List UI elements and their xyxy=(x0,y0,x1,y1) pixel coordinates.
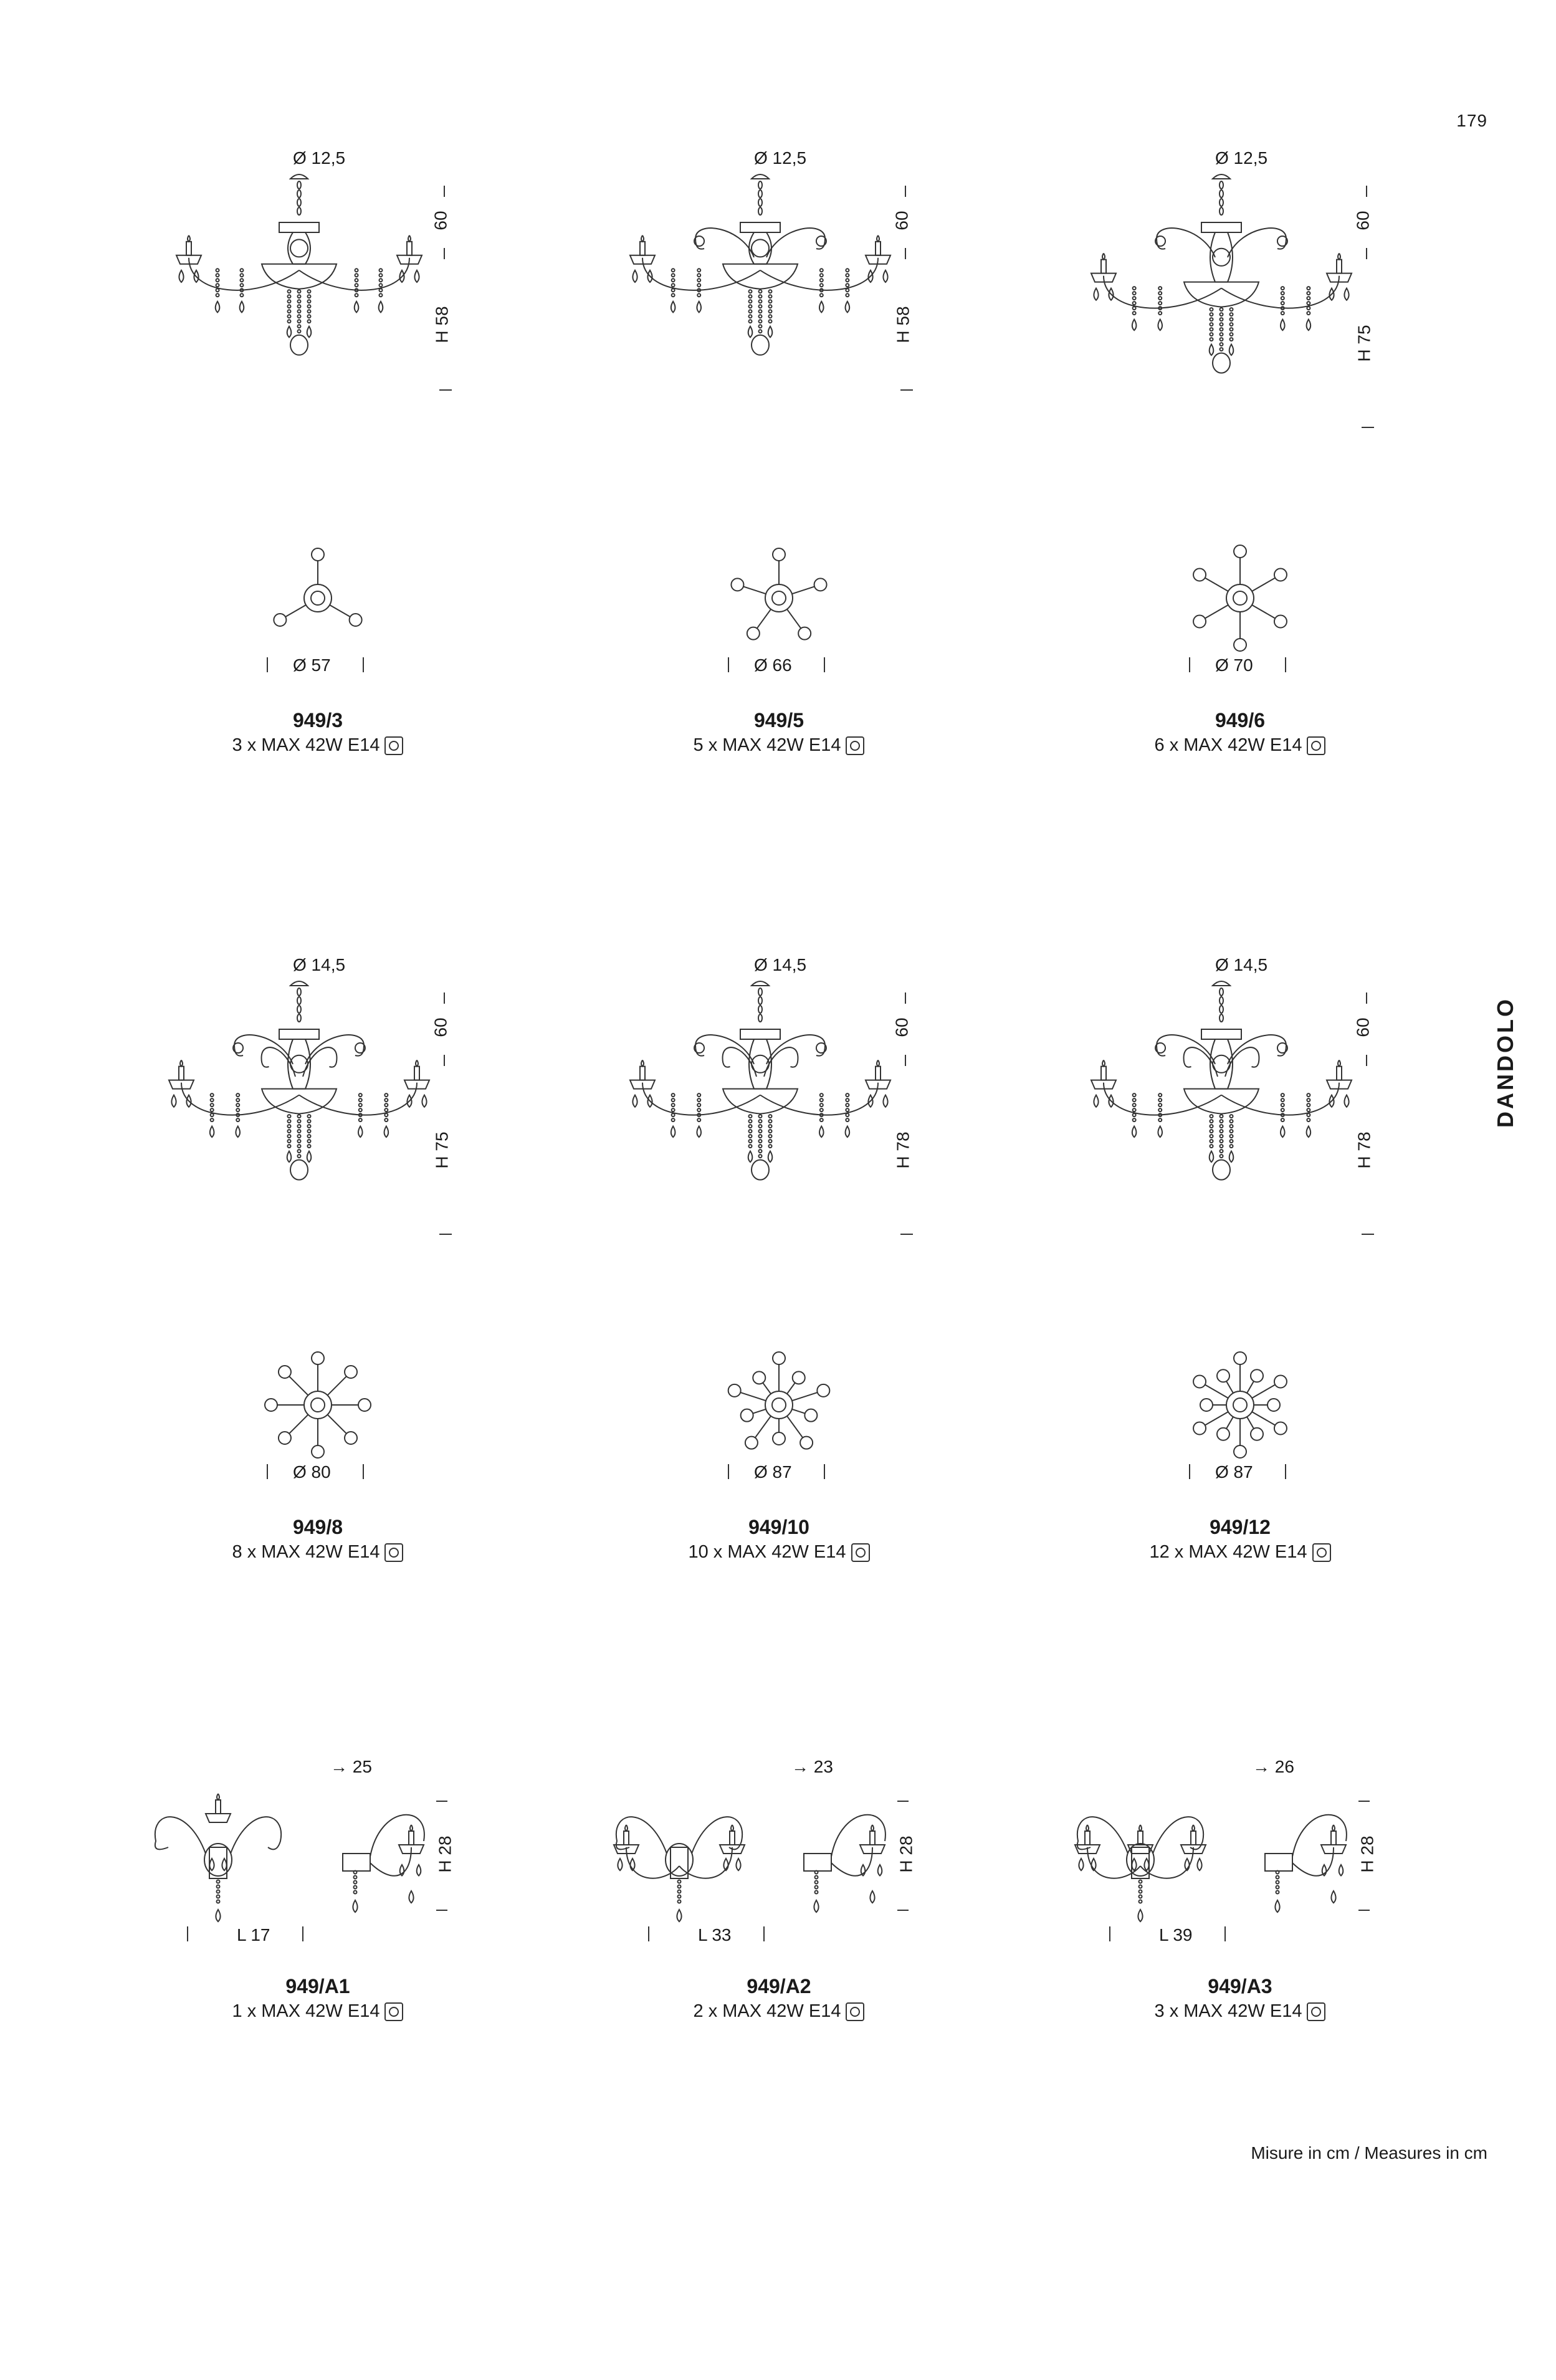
dim-tick xyxy=(439,389,452,391)
dim-tick xyxy=(1285,1464,1286,1479)
bulb-icon xyxy=(1312,1543,1331,1562)
dim-tick xyxy=(897,1801,909,1802)
bulb-icon xyxy=(384,1543,403,1562)
wall-depth: → 26 xyxy=(1253,1757,1294,1776)
dim-tick xyxy=(436,1910,447,1911)
dim-tick xyxy=(444,992,445,1004)
canopy-diameter: Ø 12,5 xyxy=(1215,148,1268,168)
dim-tick xyxy=(439,1234,452,1235)
spread-diameter: Ø 87 xyxy=(754,1462,792,1482)
product-949-10 xyxy=(548,950,1009,1573)
body-height: H 58 xyxy=(893,306,913,343)
wall-depth: → 25 xyxy=(330,1757,372,1776)
dim-tick xyxy=(267,657,268,672)
bulb-icon xyxy=(384,2002,403,2021)
product-code: 949/12 xyxy=(1210,1516,1271,1538)
product-code: 949/10 xyxy=(748,1516,809,1538)
dim-tick xyxy=(1189,1464,1190,1479)
dim-tick xyxy=(1366,248,1367,259)
dim-tick xyxy=(824,657,825,672)
canopy-diameter: Ø 14,5 xyxy=(293,955,346,974)
dim-tick xyxy=(1358,1801,1370,1802)
measures-note: Misure in cm / Measures in cm xyxy=(1251,2143,1487,2163)
body-height: H 75 xyxy=(1354,325,1374,362)
wall-height: H 28 xyxy=(435,1835,455,1873)
bulb-icon xyxy=(851,1543,870,1562)
dim-tick xyxy=(363,1464,364,1479)
product-drawing xyxy=(87,1757,548,2380)
product-949-8 xyxy=(87,950,548,1573)
canopy-diameter: Ø 12,5 xyxy=(293,148,346,168)
body-height: H 78 xyxy=(893,1131,913,1169)
spread-diameter: Ø 70 xyxy=(1215,655,1253,675)
dim-tick xyxy=(1285,657,1286,672)
wall-width: L 39 xyxy=(1159,1925,1193,1944)
lamp-spec: 1 x MAX 42W E14 xyxy=(87,2001,548,2022)
bulb-icon xyxy=(1307,2002,1325,2021)
product-949-12 xyxy=(1009,950,1471,1573)
dim-tick xyxy=(302,1926,303,1941)
wall-width: L 17 xyxy=(237,1925,270,1944)
wall-width: L 33 xyxy=(698,1925,732,1944)
bulb-icon xyxy=(384,736,403,755)
product-code: 949/5 xyxy=(753,709,804,731)
collection-title: DANDOLO xyxy=(1492,997,1518,1128)
dim-tick xyxy=(824,1464,825,1479)
dim-tick xyxy=(363,657,364,672)
page-number: 179 xyxy=(1456,111,1487,130)
dim-tick xyxy=(267,1464,268,1479)
dim-tick xyxy=(905,1055,906,1066)
dim-tick xyxy=(897,1910,909,1911)
lamp-spec: 8 x MAX 42W E14 xyxy=(87,1542,548,1563)
lamp-spec: 10 x MAX 42W E14 xyxy=(548,1542,1009,1563)
lamp-spec: 5 x MAX 42W E14 xyxy=(548,735,1009,756)
product-949-A1 xyxy=(87,1757,548,2081)
canopy-diameter: Ø 14,5 xyxy=(1215,955,1268,974)
product-code: 949/A2 xyxy=(747,1975,811,1997)
spread-diameter: Ø 80 xyxy=(293,1462,331,1482)
dim-tick xyxy=(763,1926,765,1941)
dim-tick xyxy=(1358,1910,1370,1911)
dim-tick xyxy=(444,186,445,197)
dim-tick xyxy=(1366,186,1367,197)
chain-length: 60 xyxy=(1353,1017,1373,1037)
lamp-spec: 12 x MAX 42W E14 xyxy=(1009,1542,1471,1563)
lamp-spec: 6 x MAX 42W E14 xyxy=(1009,735,1471,756)
chain-length: 60 xyxy=(431,211,451,231)
chain-length: 60 xyxy=(431,1017,451,1037)
product-code: 949/A1 xyxy=(285,1975,350,1997)
body-height: H 58 xyxy=(432,306,452,343)
product-949-5 xyxy=(548,143,1009,766)
lamp-spec: 3 x MAX 42W E14 xyxy=(1009,2001,1471,2022)
dim-tick xyxy=(900,389,913,391)
dim-tick xyxy=(436,1801,447,1802)
dim-tick xyxy=(444,1055,445,1066)
dim-tick xyxy=(187,1926,188,1941)
chain-length: 60 xyxy=(892,1017,912,1037)
bulb-icon xyxy=(846,2002,864,2021)
dim-tick xyxy=(444,248,445,259)
chain-length: 60 xyxy=(892,211,912,231)
product-code: 949/A3 xyxy=(1208,1975,1272,1997)
lamp-spec: 3 x MAX 42W E14 xyxy=(87,735,548,756)
body-height: H 78 xyxy=(1354,1131,1374,1169)
dim-tick xyxy=(648,1926,649,1941)
dim-tick xyxy=(1362,427,1374,428)
spread-diameter: Ø 87 xyxy=(1215,1462,1253,1482)
dim-tick xyxy=(1109,1926,1110,1941)
lamp-spec: 2 x MAX 42W E14 xyxy=(548,2001,1009,2022)
canopy-diameter: Ø 12,5 xyxy=(754,148,807,168)
dim-tick xyxy=(728,1464,729,1479)
wall-height: H 28 xyxy=(1357,1835,1377,1873)
dim-tick xyxy=(1189,657,1190,672)
canopy-diameter: Ø 14,5 xyxy=(754,955,807,974)
product-code: 949/8 xyxy=(292,1516,343,1538)
spread-diameter: Ø 57 xyxy=(293,655,331,675)
product-drawing xyxy=(548,1757,1009,2380)
spread-diameter: Ø 66 xyxy=(754,655,792,675)
dim-tick xyxy=(905,248,906,259)
body-height: H 75 xyxy=(432,1131,452,1169)
product-949-A2 xyxy=(548,1757,1009,2081)
dim-tick xyxy=(1224,1926,1226,1941)
dim-tick xyxy=(728,657,729,672)
wall-depth: → 23 xyxy=(791,1757,833,1776)
dim-tick xyxy=(1366,1055,1367,1066)
dim-tick xyxy=(1362,1234,1374,1235)
chain-length: 60 xyxy=(1353,211,1373,231)
bulb-icon xyxy=(846,736,864,755)
product-drawing xyxy=(1009,1757,1471,2380)
product-code: 949/6 xyxy=(1215,709,1266,731)
dim-tick xyxy=(905,186,906,197)
dim-tick xyxy=(1366,992,1367,1004)
wall-height: H 28 xyxy=(896,1835,916,1873)
product-code: 949/3 xyxy=(292,709,343,731)
bulb-icon xyxy=(1307,736,1325,755)
product-949-6 xyxy=(1009,143,1471,766)
dim-tick xyxy=(905,992,906,1004)
product-949-3 xyxy=(87,143,548,766)
product-949-A3 xyxy=(1009,1757,1471,2081)
dim-tick xyxy=(900,1234,913,1235)
